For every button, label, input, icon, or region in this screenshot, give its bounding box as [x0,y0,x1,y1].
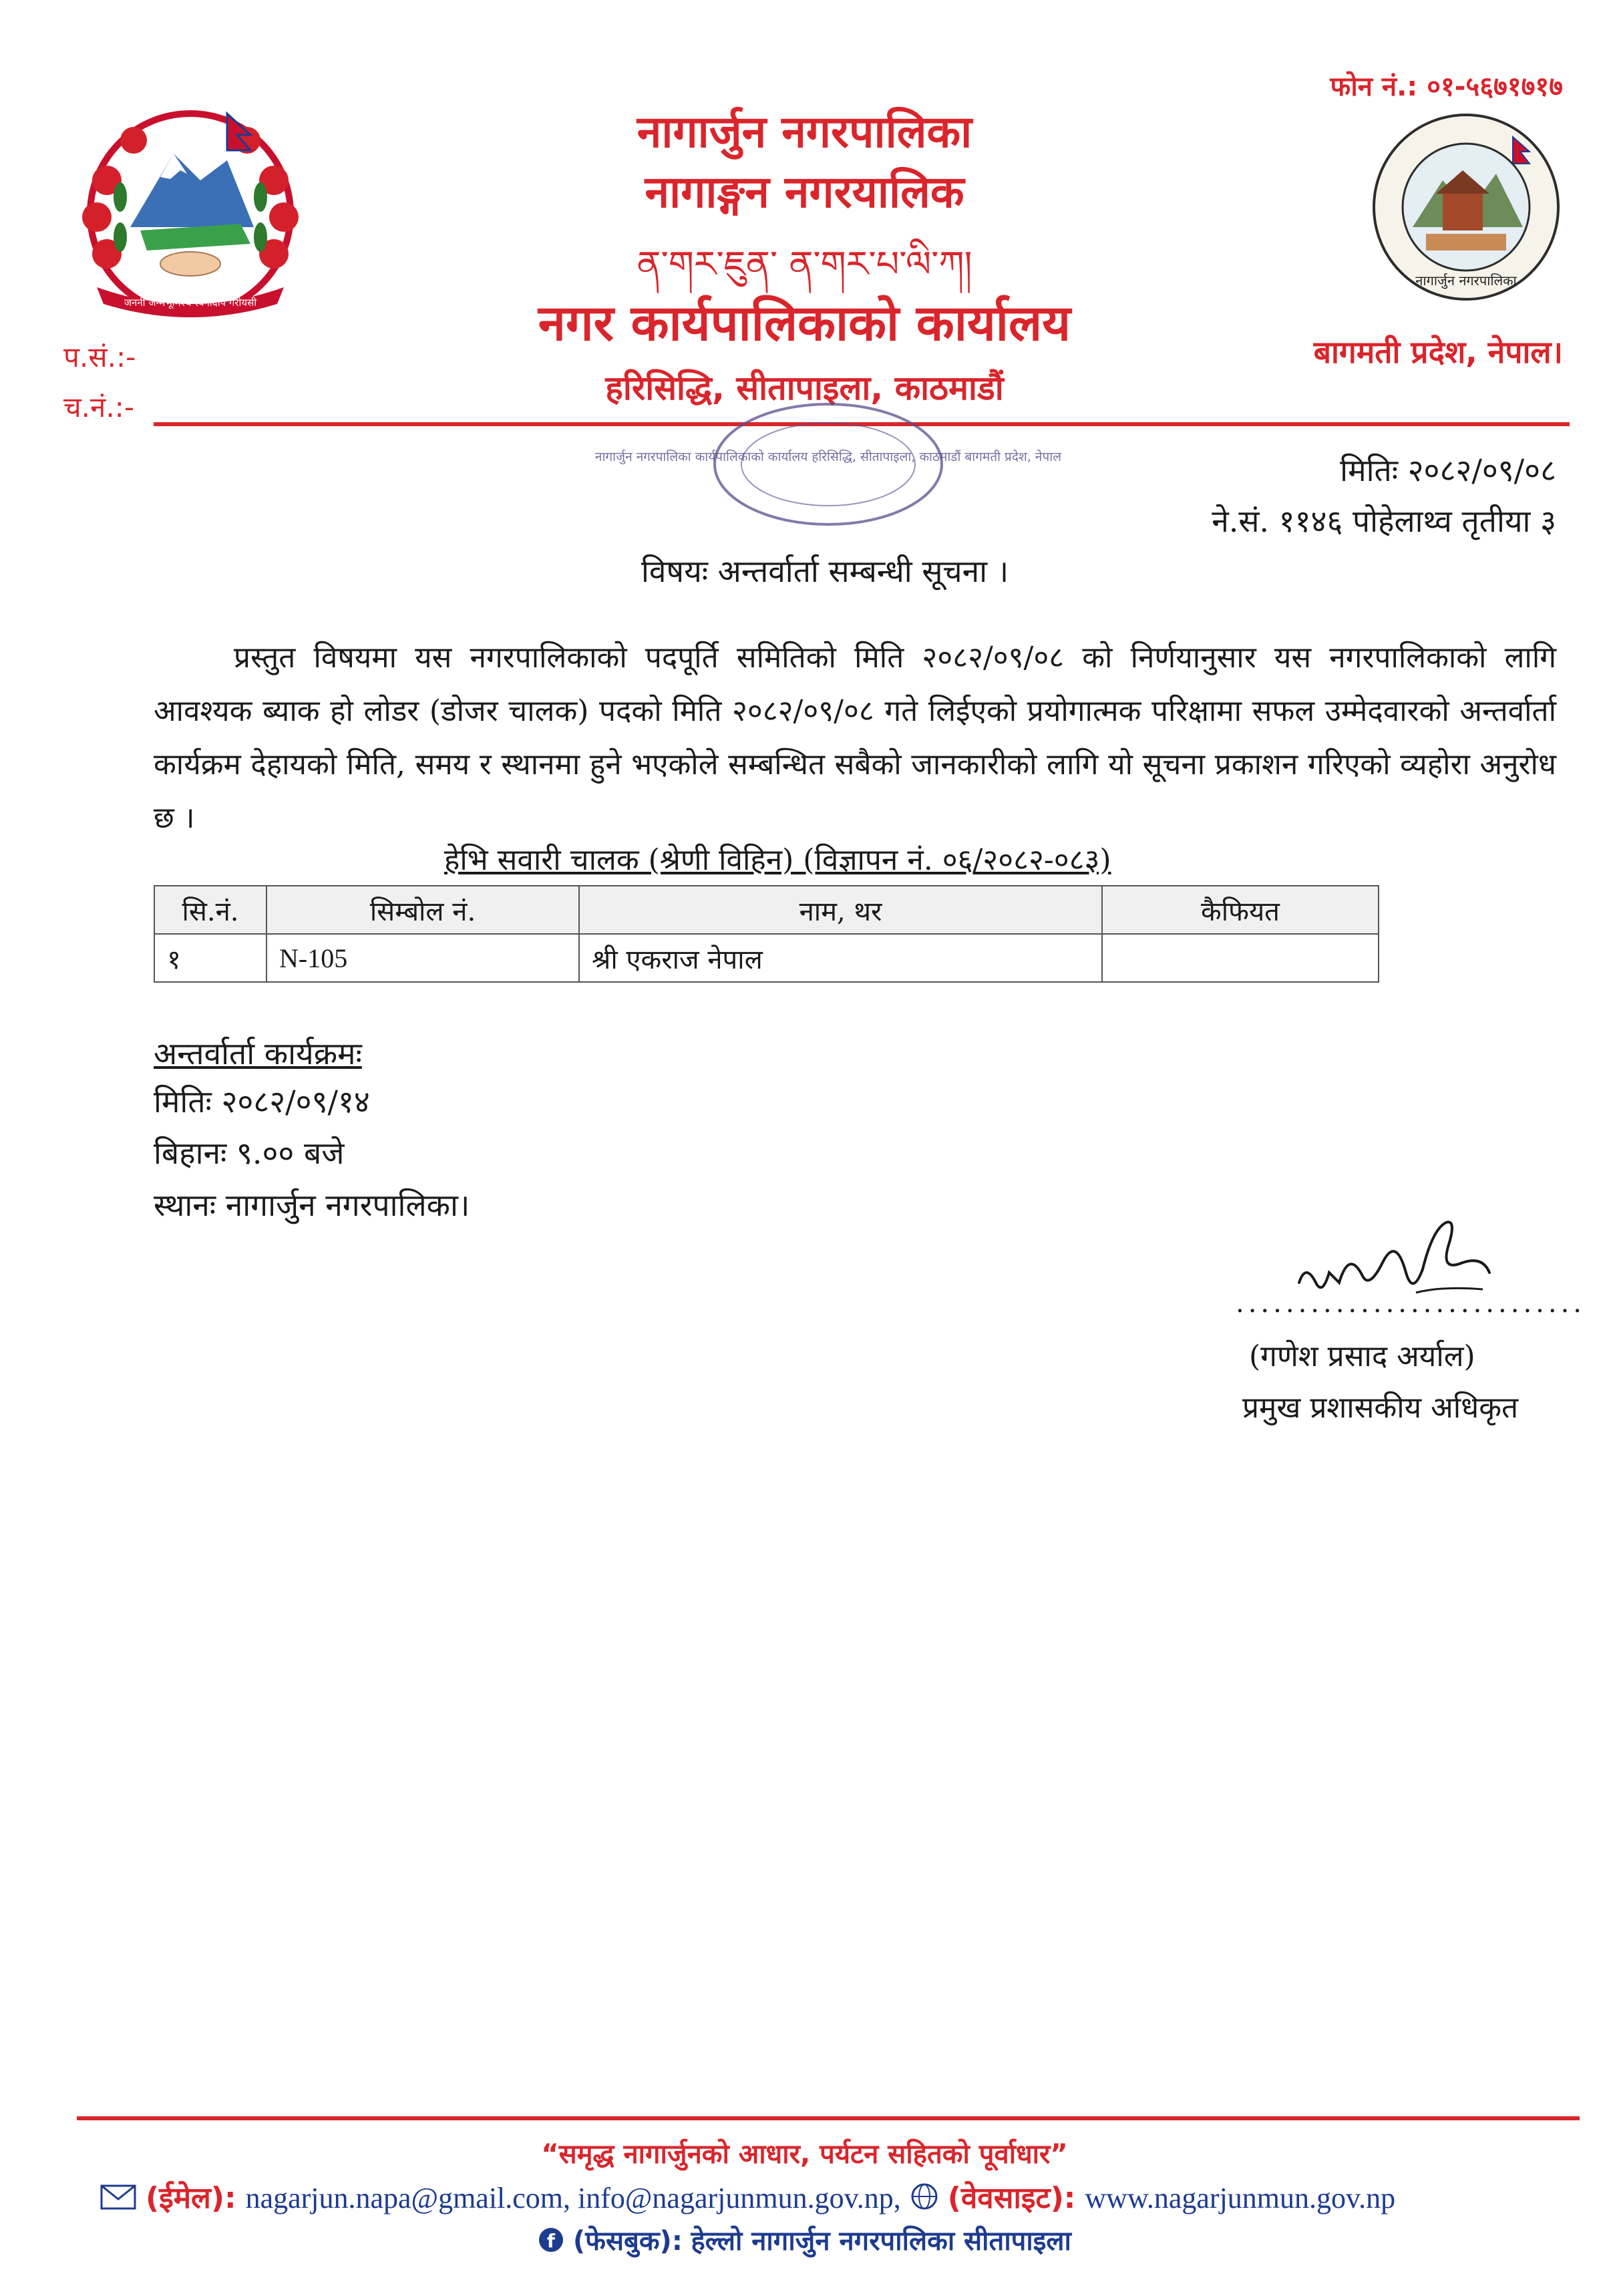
signatory-title: प्रमुख प्रशासकीय अधिकृत [1242,1391,1519,1425]
table-header-row [154,886,1379,934]
footer-slogan: “समृद्ध नागार्जुनको आधार, पर्यटन सहितको पूर्वाधार” [541,2139,1068,2170]
schedule-heading: अन्तर्वार्ता कार्यक्रमः [154,1035,362,1072]
col-remarks: कैफियत [1102,886,1379,934]
cell-symbol: N-105 [266,934,579,982]
svg-text:नागार्जुन नगरपालिका कार्यपालिक: नागार्जुन नगरपालिका कार्यपालिकाको कार्यालय हरिसिद्धि, सीतापाइला, काठमाडौं बागमती प्रदेश, नेपाल [594,450,1062,464]
svg-text:f: f [547,2230,556,2252]
reference-number: प.सं.:- [63,341,136,373]
candidates-table [154,885,1379,983]
table-row [154,934,1379,982]
office-stamp-icon [594,401,1062,534]
svg-text:नागार्जुन नगरपालिका: नागार्जुन नगरपालिका [1415,273,1517,289]
facebook-label: (फेसबुक): [572,2226,683,2257]
office-address: हरिसिद्धि, सीतापाइला, काठमाडौं [605,369,1004,407]
nepal-sambat-date: ने.सं. ११४६ पोहेलाथ्व तृतीया ३ [1212,503,1556,539]
cell-serial: १ [154,934,266,982]
col-serial: सि.नं. [154,886,266,934]
org-name-newari: नागाङ्गन नगरयालिक [645,166,964,218]
office-name: नगर कार्यपालिकाको कार्यालय [538,295,1071,352]
cell-name: श्री एकराज नेपाल [579,934,1102,982]
signatory-name: (गणेश प्रसाद अर्याल) [1249,1339,1475,1373]
dispatch-number: च.नं.:- [63,391,134,424]
letter-date: मितिः २०८२/०९/०८ [1340,452,1556,488]
province-name: बागमती प्रदेश, नेपाल। [1313,334,1563,370]
org-name-tibetan: ན་གར་ཇུན་ ན་གར་པ་ལི་ཀ། [637,243,972,285]
notice-body: प्रस्तुत विषयमा यस नगरपालिकाको पदपूर्ति समितिको मिति २०८२/०९/०८ को निर्णयानुसार यस नगरपालिकाको लागि आवश्यक ब्याक हो लोडर (डोजर चालक) पदको मिति २०८२/०९/०८ गते लिईएको प्रयोगात्मक परिक्षामा सफल उम्मेदवारको अन्तर्वार्ता कार्यक्रम देहायको मिति, समय र स्थानमा हुने भएकोले सम्बन्धित सबैको जानकारीको लागि यो सूचना प्रकाशन गरिएको व्यहोरा अनुरोध छ । [154,641,1556,835]
phone-number: फोन नं.: ०१-५६७१७१७ [1330,71,1563,102]
org-name-nepali: नागार्जुन नगरपालिका [637,106,972,158]
email-label: (ईमेल): [146,2181,236,2215]
website-label: (वेवसाइट): [947,2181,1076,2215]
cell-remarks [1102,934,1379,982]
footer-facebook-line [0,2221,1609,2260]
footer-divider [77,2116,1580,2120]
website-url[interactable]: www.nagarjunmun.gov.np [1085,2182,1396,2215]
table-title: हेभि सवारी चालक (श्रेणी विहिन) (विज्ञापन नं. ०६/२०८२-०८३) [444,843,1111,877]
col-name: नाम, थर [579,886,1102,934]
svg-text:जननी जन्मभूमिश्च स्वर्गादपि गर: जननी जन्मभूमिश्च स्वर्गादपि गरीयसी [124,297,257,309]
schedule-date: मितिः २०८२/०९/१४ [154,1084,370,1120]
globe-icon [910,2182,938,2218]
schedule-venue: स्थानः नागार्जुन नगरपालिका। [154,1187,470,1223]
facebook-page[interactable]: हेल्लो नागार्जुन नगरपालिका सीतापाइला [691,2226,1071,2257]
schedule-time: बिहानः ९.०० बजे [154,1135,345,1171]
signature-line: ............................ [1236,1288,1586,1319]
email-addresses[interactable]: nagarjun.napa@gmail.com, info@nagarjunmun.gov.np, [245,2182,901,2215]
footer-contact-line [100,2176,1536,2218]
mail-icon [100,2183,136,2217]
col-symbol: सिम्बोल नं. [266,886,579,934]
facebook-icon [538,2227,564,2260]
subject-line: विषयः अन्तर्वार्ता सम्बन्धी सूचना । [641,553,1009,589]
